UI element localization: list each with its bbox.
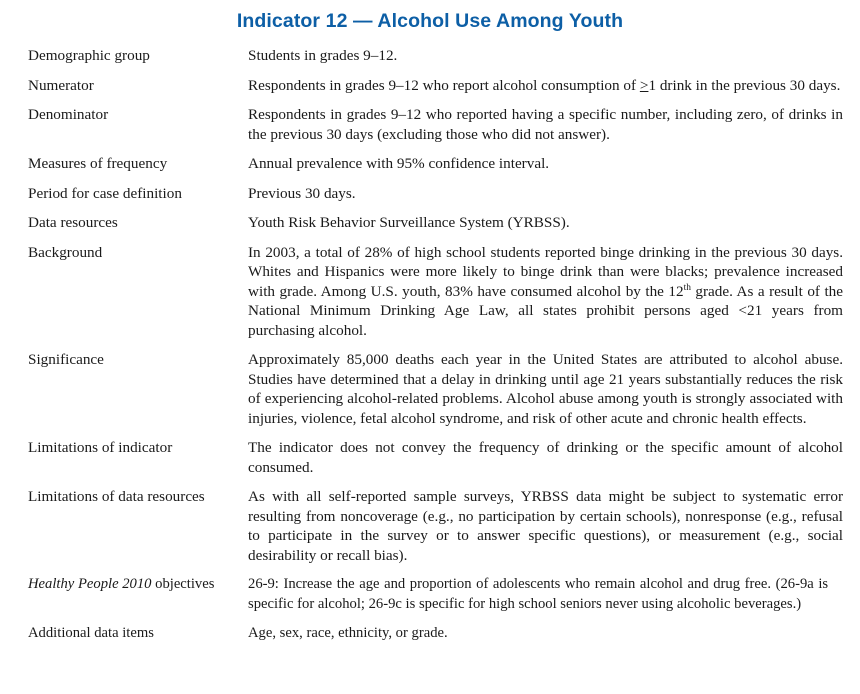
row-label: Background [28,243,103,261]
table-row-numerator [28,76,843,96]
row-label-italic-title: Healthy People 2010 [28,576,152,592]
row-label: Measures of frequency [28,155,168,172]
row-label-roman-suffix: objectives [151,576,215,592]
row-value: The indicator does not convey the frequency of drinking or the specific amount of alcohol consumed. [248,439,843,476]
row-value: Previous 30 days. [248,184,356,202]
row-label: Limitations of data resources [28,488,205,505]
table-row-limitations-of-data-resources [28,487,843,565]
row-value-text-part-1: Respondents in grades 9–12 who report alcohol consumption of [248,76,640,94]
table-row-data-resources [28,213,843,233]
row-label: Data resources [28,214,118,231]
row-label [28,575,243,595]
row-value: Approximately 85,000 deaths each year in the United States are attributed to alcohol abuse. Studies have determined that a delay in drinking until age 21 years substantially reduces the risk of experiencing alcohol-related problems. Alcohol abuse among youth is strongly associated with injuries, violence, fetal alcohol syndrome, and risk of other acute and chronic health effects. [248,351,843,427]
row-label: Period for case definition [28,184,182,202]
ordinal-superscript: th [683,282,691,293]
row-label: Additional data items [28,625,154,641]
row-label: Denominator [28,106,109,123]
indicator-definition-table [0,46,860,644]
table-row-background [28,243,843,341]
table-row-denominator [28,105,843,144]
page-title: Indicator 12 — Alcohol Use Among Youth [236,10,624,32]
table-row-period-for-case-definition [28,184,843,204]
row-value: 26-9: Increase the age and proportion of adolescents who remain alcohol and drug free. (26-9a is specific for alcohol; 26-9c is specific for high school seniors never using alcoholic beverages.) [248,576,829,612]
table-row-healthy-people-2010-objectives [28,575,843,614]
row-label: Demographic group [28,47,150,64]
row-label: Significance [28,351,104,368]
table-row-measures-of-frequency [28,154,843,174]
row-value: Annual prevalence with 95% confidence interval. [248,155,550,172]
row-value-text-part-1: In 2003, a total of 28% of high school students reported binge drinking in the previous 30 days. Whites and Hispanics were more likely to binge drink than were blacks; prevalence increased with grade. Among U.S. youth, 83% have consumed alcohol by the 12 [248,243,843,300]
row-value [248,76,843,96]
greater-than-or-equal-glyph: > [639,76,649,94]
table-row-significance [28,350,843,428]
row-value-text-part-2: grade. As a result of the National Minimum Drinking Age Law, all states prohibit persons aged <21 years from purchasing alcohol. [248,282,843,339]
row-label: Limitations of indicator [28,439,173,456]
row-value-text-part-2: 1 drink in the previous 30 days. [648,76,841,94]
row-value: Age, sex, race, ethnicity, or grade. [248,625,448,641]
row-value: As with all self-reported sample surveys, YRBSS data might be subject to systematic error resulting from noncoverage (e.g., no participation by certain schools), nonresponse (e.g., refusal to participate in the survey or to answer specific questions), or measurement (e.g., social desirability or recall bias). [248,488,843,564]
row-value: Youth Risk Behavior Surveillance System (YRBSS). [248,214,570,231]
row-value: Respondents in grades 9–12 who reported having a specific number, including zero, of drinks in the previous 30 days (excluding those who did not answer). [248,106,843,143]
row-value [248,243,843,341]
row-value: Students in grades 9–12. [248,47,398,64]
table-row-additional-data-items [28,624,843,644]
row-label: Numerator [28,76,94,94]
table-row-demographic-group [28,46,843,66]
table-row-limitations-of-indicator [28,438,843,477]
